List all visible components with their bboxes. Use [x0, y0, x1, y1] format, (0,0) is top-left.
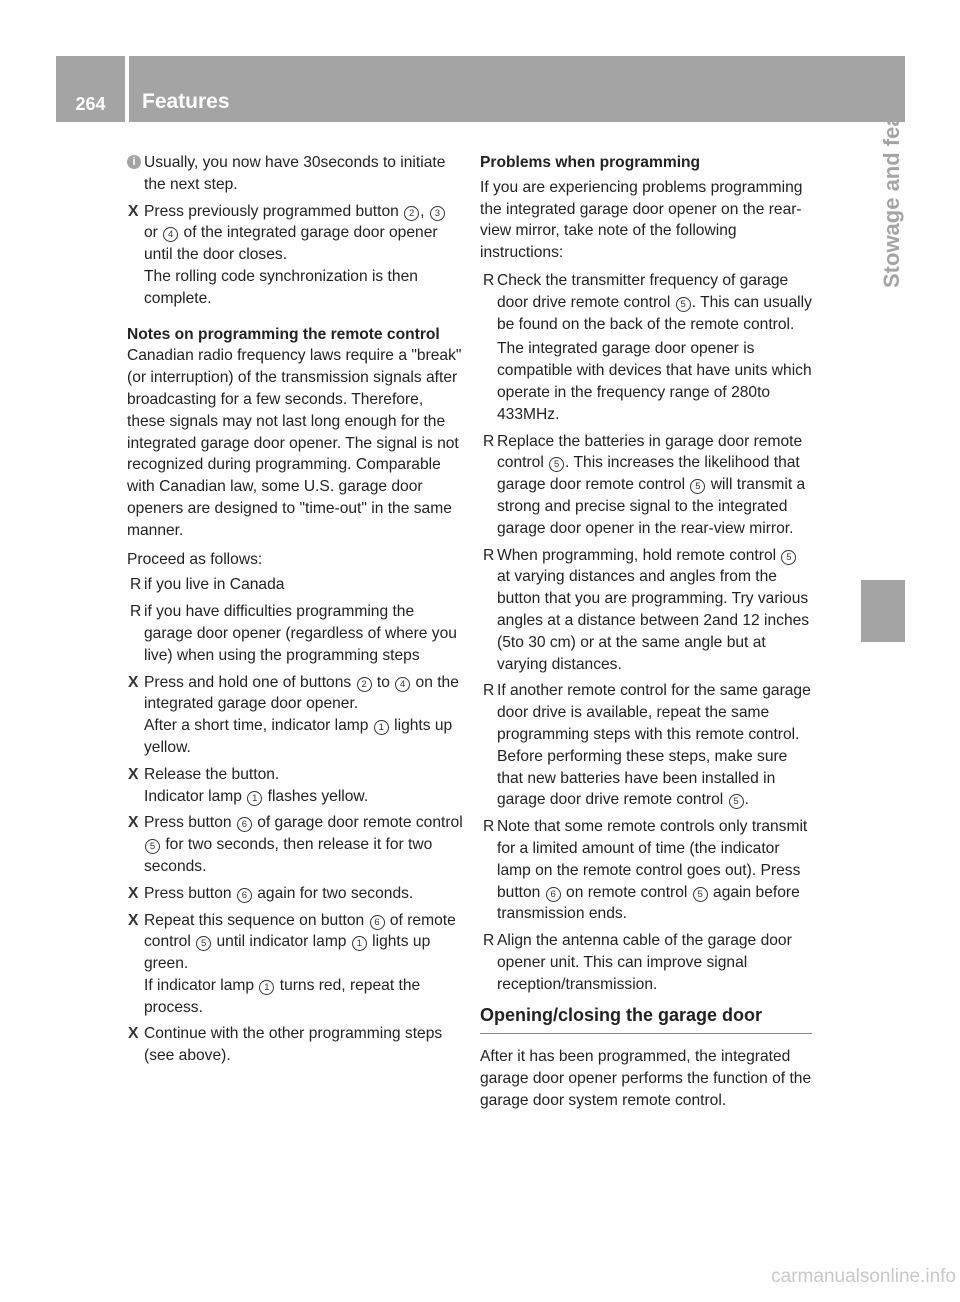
callout-5: 5: [196, 936, 211, 951]
step-result: If indicator lamp 1 turns red, repeat the process.: [144, 976, 421, 1016]
list-item: R Note that some remote controls only transmit for a limited amount of time (the indicator lamp on the remote control goes out). Press button 6 on remote control 5 again before transmission ends.: [483, 818, 808, 923]
step-arrow-icon: X: [128, 202, 139, 220]
step-item: [127, 764, 463, 808]
callout-6: 6: [237, 817, 252, 832]
notes-heading: Notes on programming the remote control: [127, 325, 440, 343]
bullet-icon: R: [483, 271, 495, 289]
callout-5: 5: [690, 479, 705, 494]
side-tab-label: Stowage and features: [879, 60, 904, 288]
bullet-icon: R: [130, 576, 142, 594]
page-header: [56, 56, 905, 122]
callout-6: 6: [237, 888, 252, 903]
left-column: [127, 152, 463, 1072]
header-divider: [125, 56, 129, 122]
step-text: Press button 6 of garage door remote control 5 for two seconds, then release it for two seconds.: [144, 814, 463, 875]
notes-body: Canadian radio frequency laws require a "break" (or interruption) of the transmission signals after broadcasting for a few seconds. Therefore, these signals may not last long enough for the integrated garage door opener. The signal is not recognized during programming. Comparable with Canadian law, some U.S. garage door openers are designed to "time-out" in the same manner.: [127, 347, 462, 539]
callout-5: 5: [729, 794, 744, 809]
callout-4: 4: [395, 677, 410, 692]
list-item: R Align the antenna cable of the garage door opener unit. This can improve signal reception/transmission.: [483, 932, 792, 993]
problems-heading: Problems when programming: [480, 154, 701, 171]
step-result: The rolling code synchronization is then complete.: [144, 267, 418, 307]
step-result: After a short time, indicator lamp 1 lights up yellow.: [144, 717, 453, 756]
opening-body: After it has been programmed, the integrated garage door opener performs the function of the garage door system remote control.: [480, 1048, 812, 1109]
info-note-text: Usually, you now have 30seconds to initiate the next step.: [144, 154, 446, 193]
callout-1: 1: [374, 720, 389, 735]
bullet-icon: R: [483, 546, 495, 564]
bullet-icon: R: [483, 432, 495, 450]
right-column: [480, 152, 814, 1112]
callout-5: 5: [781, 550, 796, 565]
list-item: R When programming, hold remote control 5 at varying distances and angles from the button that you are programming. Try various angles at a distance between 2and 12 inches (5to 30 cm) or at the same angle but at varying distances.: [483, 546, 810, 673]
callout-5: 5: [693, 887, 708, 902]
bullet-icon: R: [483, 682, 495, 700]
bullet-icon: R: [130, 603, 142, 621]
callout-1: 1: [247, 791, 262, 806]
step-item: [127, 201, 463, 310]
list-item: R if you live in Canada: [127, 574, 463, 596]
step-result: Indicator lamp 1 flashes yellow.: [144, 787, 369, 805]
bullet-icon: R: [483, 818, 495, 836]
info-note: [127, 152, 463, 196]
callout-4: 4: [163, 227, 178, 242]
step-arrow-icon: X: [128, 1025, 139, 1043]
list-item: R Replace the batteries in garage door remote control 5 . This increases the likelihood that garage door remote control 5 will transmit a strong and precise signal to the integrated garage door opener in the rear-view mirror.: [483, 432, 806, 537]
step-text: Press button 6 again for two seconds.: [144, 884, 414, 902]
watermark: carmanualsonline.info: [771, 1266, 956, 1287]
list-item: R Check the transmitter frequency of garage door drive remote control 5 . This can usually be found on the back of the remote control. The integrated garage door opener is compatible with devices that have units which operate in the frequency range of 280to 433MHz.: [483, 271, 812, 423]
step-text: Release the button.: [144, 765, 280, 783]
step-text: Press previously programmed button 2 , 3 or 4 of the integrated garage door opener until the door closes.: [144, 201, 463, 266]
step-item: [127, 1023, 463, 1067]
step-arrow-icon: X: [128, 884, 139, 902]
callout-6: 6: [546, 887, 561, 902]
callout-6: 6: [370, 915, 385, 930]
callout-5: 5: [676, 297, 691, 312]
callout-5: 5: [145, 839, 160, 854]
step-text: Repeat this sequence on button 6 of remote control 5 until indicator lamp 1 lights up green.: [144, 911, 456, 973]
step-item: [127, 812, 463, 877]
callout-1: 1: [259, 980, 274, 995]
step-item: [127, 672, 463, 759]
step-arrow-icon: X: [128, 814, 139, 832]
step-arrow-icon: X: [128, 765, 139, 783]
step-text: Continue with the other programming steps (see above).: [144, 1025, 443, 1065]
step-arrow-icon: X: [128, 673, 139, 691]
section-title: Features: [142, 90, 230, 113]
bullet-icon: R: [483, 932, 495, 950]
callout-2: 2: [404, 206, 419, 221]
step-text: Press and hold one of buttons 2 to 4 on the integrated garage door opener.: [144, 673, 459, 713]
info-icon: i: [127, 155, 141, 169]
side-tab: [873, 60, 905, 290]
callout-1: 1: [352, 936, 367, 951]
callout-3: 3: [430, 206, 445, 221]
step-item: [127, 883, 463, 905]
step-item: [127, 910, 463, 1019]
opening-heading: Opening/closing the garage door: [480, 1005, 812, 1034]
list-item: R If another remote control for the same garage door drive is available, repeat the same programming steps with this remote control. Before performing these steps, make sure that new batteries have been installed in garage door drive remote control 5 .: [483, 682, 811, 809]
side-marker: [861, 580, 905, 642]
callout-5: 5: [549, 457, 564, 472]
step-arrow-icon: X: [128, 911, 139, 929]
list-item: R if you have difficulties programming the garage door opener (regardless of where you live) when using the programming steps: [130, 603, 457, 664]
callout-2: 2: [357, 677, 372, 692]
page-number: 264: [75, 94, 106, 114]
proceed-text: Proceed as follows:: [127, 550, 263, 568]
problems-intro: If you are experiencing problems programming the integrated garage door opener on the rear-view mirror, take note of the following instructions:: [480, 178, 803, 262]
